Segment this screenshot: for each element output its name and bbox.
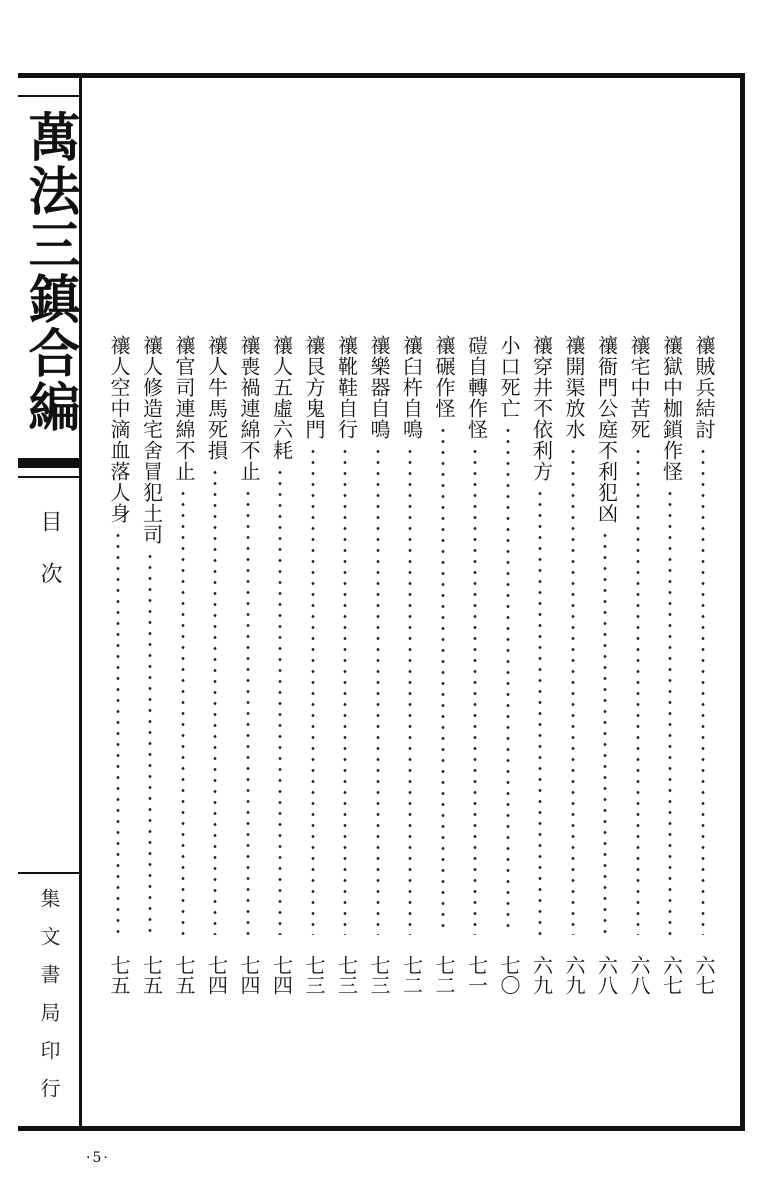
toc-leader-dots: [408, 446, 412, 935]
toc-entry-title: 禳人空中滴血落人身: [107, 335, 131, 524]
publisher-label: 集文書局印行: [37, 888, 61, 1116]
toc-entry-title: 禳獄中枷鎖作怪: [659, 335, 684, 482]
toc-entry-page: 七五: [107, 955, 131, 995]
toc-leader-dots: [571, 446, 575, 935]
toc-entry-page: 六七: [659, 955, 684, 995]
toc-leader-dots: [148, 551, 152, 935]
toc-entry-page: 七〇: [497, 955, 521, 995]
toc-entry-title: 禳艮方鬼門: [302, 335, 326, 440]
toc-entry-page: 七五: [172, 955, 196, 995]
toc-leader-dots: [181, 488, 185, 935]
toc-leader-dots: [441, 425, 445, 935]
toc-entry-title: 禳人修造宅舍冒犯土司: [139, 335, 164, 545]
spine-band: [18, 458, 80, 468]
toc-entry-title: 小口死亡: [497, 335, 521, 419]
frame-right-rule: [740, 73, 745, 1130]
toc-entry-title: 禳穿井不依利方: [529, 335, 554, 482]
toc-entry: [298, 335, 331, 995]
toc-entry-page: 七三: [302, 955, 326, 995]
toc-leader-dots: [278, 467, 282, 935]
toc-entry-title: 禳人牛馬死損: [204, 335, 229, 461]
toc-entry-page: 七四: [237, 955, 261, 995]
toc-entry-title: 禳臼杵自鳴: [399, 335, 424, 440]
book-title: 萬法三鎮合編: [19, 110, 80, 434]
toc-entry-page: 七四: [269, 955, 294, 995]
toc-entry-title: 禳官司連綿不止: [172, 335, 196, 482]
toc-entry-page: 六七: [692, 955, 716, 995]
toc-entry-page: 六八: [627, 955, 651, 995]
toc-leader-dots: [116, 530, 120, 935]
spine-band-thin: [18, 476, 80, 478]
toc-leader-dots: [538, 488, 542, 935]
toc-entry: [558, 335, 591, 995]
spine-lower-rule: [18, 872, 80, 874]
toc-entry-page: 七二: [399, 955, 424, 995]
toc-entry-title: 禳碾作怪: [432, 335, 456, 419]
toc-entry-title: 磑自轉作怪: [464, 335, 489, 440]
toc-entry: [688, 335, 721, 995]
toc-entry: [363, 335, 396, 995]
toc-leader-dots: [246, 488, 250, 935]
toc-entry: [623, 335, 656, 995]
toc-entry: [428, 335, 461, 995]
frame-bottom-rule: [18, 1126, 745, 1131]
frame-top-rule: [18, 73, 744, 78]
toc-entry: [655, 335, 688, 995]
toc-entry-page: 七一: [464, 955, 489, 995]
toc-leader-dots: [668, 488, 672, 935]
toc-entry-page: 七二: [432, 955, 456, 995]
toc-entry-page: 六九: [529, 955, 554, 995]
toc-entry-title: 禳賊兵結討: [692, 335, 716, 440]
toc-entry-title: 禳樂器自鳴: [367, 335, 391, 440]
toc-entry: [395, 335, 428, 995]
toc-leader-dots: [636, 446, 640, 935]
frame-top-thin-rule: [18, 95, 80, 97]
toc-leader-dots: [376, 446, 380, 935]
toc-leader-dots: [343, 446, 347, 935]
toc-entry: [103, 335, 136, 995]
toc-entry: [460, 335, 493, 995]
toc-entry: [330, 335, 363, 995]
section-label: 目次: [37, 510, 62, 614]
toc-entry: [265, 335, 298, 995]
toc-entry-page: 七三: [334, 955, 359, 995]
toc-entry: [525, 335, 558, 995]
toc-entry-title: 禳人五虛六耗: [269, 335, 294, 461]
toc-entry-title: 禳開渠放水: [562, 335, 586, 440]
toc-entry: [168, 335, 201, 995]
toc-entry-page: 七四: [204, 955, 229, 995]
toc-entry-page: 七三: [367, 955, 391, 995]
toc-entry: [200, 335, 233, 995]
toc-leader-dots: [603, 530, 607, 935]
toc-entry-title: 禳衙門公庭不利犯凶: [594, 335, 619, 524]
toc-entry-title: 禳靴鞋自行: [334, 335, 359, 440]
toc-entry-page: 六八: [594, 955, 619, 995]
table-of-contents: [100, 335, 720, 995]
toc-entry: [493, 335, 526, 995]
toc-entry-page: 七五: [139, 955, 164, 995]
toc-leader-dots: [506, 425, 510, 935]
toc-leader-dots: [213, 467, 217, 935]
toc-entry: [135, 335, 168, 995]
toc-entry-title: 禳喪禍連綿不止: [237, 335, 261, 482]
toc-entry: [590, 335, 623, 995]
toc-leader-dots: [473, 446, 477, 935]
toc-leader-dots: [311, 446, 315, 935]
toc-leader-dots: [701, 446, 705, 935]
toc-entry: [233, 335, 266, 995]
toc-entry-page: 六九: [562, 955, 586, 995]
toc-entry-title: 禳宅中苦死: [627, 335, 651, 440]
page-number: ·5·: [86, 1150, 110, 1166]
